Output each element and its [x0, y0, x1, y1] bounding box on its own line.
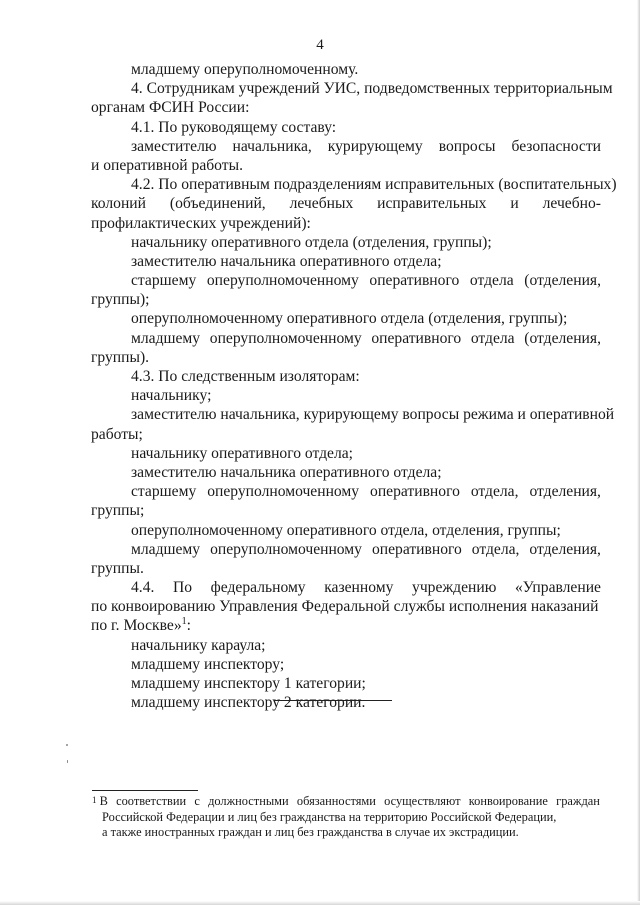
word: казенному — [324, 579, 394, 597]
word: оперативного — [369, 272, 460, 290]
word: По — [173, 579, 193, 597]
word: младшему — [131, 329, 201, 347]
line-text: по г. Москве» — [91, 617, 182, 635]
word: осуществляют — [384, 794, 461, 808]
paragraph-4: 4. Сотрудникам учреждений УИС, подведомственных территориальным — [131, 80, 613, 98]
word: (отделения, — [524, 272, 601, 290]
word: оперативного — [371, 329, 462, 347]
list-item: начальнику оперативного отдела; — [131, 444, 354, 462]
text-line — [91, 616, 601, 635]
separator-line — [274, 700, 392, 701]
list-item: начальнику; — [131, 387, 212, 405]
word: и — [510, 195, 519, 213]
justified-line — [91, 540, 601, 559]
word: В — [99, 794, 108, 808]
text-line: профилактических учреждений): — [91, 214, 311, 232]
text-line: группы. — [91, 559, 144, 577]
list-item: заместителю начальника оперативного отдела; — [131, 252, 442, 270]
word: курирующему — [327, 137, 423, 155]
word: соответствии — [116, 794, 187, 808]
justified-line — [91, 271, 601, 290]
footnote-first-word — [92, 794, 108, 810]
word: начальника, — [232, 137, 312, 155]
footnote-reference: 1 — [181, 616, 187, 628]
word: отдела, — [471, 540, 520, 558]
word: отдела, — [470, 483, 519, 501]
text-line: органам ФСИН России: — [91, 99, 250, 117]
footnote-mark: 1 — [92, 795, 97, 805]
word: федеральному — [210, 579, 306, 597]
word: «Управление — [514, 579, 601, 597]
heading-4-2: 4.2. По оперативным подразделениям исправительных (воспитательных) — [131, 176, 617, 194]
text-line: работы; — [91, 425, 143, 443]
scan-edge — [0, 901, 640, 905]
word: 4.4. — [131, 579, 155, 597]
word: старшему — [131, 483, 197, 501]
text-line: группы; — [91, 502, 145, 520]
word: исправительных — [377, 195, 487, 213]
footnote-line — [92, 794, 600, 810]
text-line: группы); — [91, 291, 150, 309]
word: вопросы — [438, 137, 496, 155]
text-line: младшему оперуполномоченному. — [131, 61, 359, 78]
list-item: заместителю начальника, курирующему вопросы режима и оперативной — [131, 406, 615, 424]
word: оперативного — [370, 483, 460, 501]
footnote-rule — [92, 790, 198, 791]
list-item: оперуполномоченному оперативного отдела (отделения, группы); — [131, 310, 568, 328]
word: отдела — [469, 272, 514, 290]
word: отделения, — [529, 483, 601, 501]
list-item: начальнику оперативного отдела (отделения, группы); — [131, 233, 492, 251]
list-item: младшему инспектору 2 категории. — [131, 694, 366, 712]
word: с — [194, 794, 200, 808]
word: колоний — [91, 195, 146, 213]
word: безопасности — [511, 137, 601, 155]
text-line: по конвоированию Управления Федеральной службы исполнения наказаний — [91, 598, 599, 616]
page-number: 4 — [316, 37, 324, 53]
list-item: начальнику караула; — [131, 636, 266, 654]
word: отдела — [470, 329, 515, 347]
scan-speck — [67, 760, 68, 763]
word: граждан — [556, 794, 600, 808]
list-item: оперуполномоченному оперативного отдела, отделения, группы; — [131, 521, 561, 539]
heading-4-3: 4.3. По следственным изоляторам: — [131, 368, 360, 385]
word: лечебно- — [542, 195, 601, 213]
list-item: заместителю начальника оперативного отдела; — [131, 463, 442, 481]
footnote-line: а также иностранных граждан и лиц без гражданства в случае их экстрадиции. — [102, 825, 519, 839]
word: отделения, — [529, 540, 601, 558]
text-line: и оперативной работы. — [91, 156, 243, 174]
word: обязанностями — [296, 794, 376, 808]
justified-line — [91, 329, 601, 348]
word: (объединений, — [169, 195, 266, 213]
justified-line — [91, 194, 601, 213]
word: оперуполномоченному — [210, 540, 362, 558]
word: оперуполномоченному — [209, 329, 362, 347]
colon: : — [186, 617, 191, 635]
word: (отделения, — [524, 329, 601, 347]
word: оперативного — [371, 540, 462, 558]
list-item: младшему инспектору 1 категории; — [131, 675, 366, 692]
word: заместителю — [131, 137, 217, 155]
word: оперуполномоченному — [207, 483, 360, 501]
word: конвоирование — [468, 794, 548, 808]
word: оперуполномоченному — [206, 272, 359, 290]
list-item: младшему инспектору; — [131, 655, 285, 673]
footnote — [92, 794, 600, 841]
word: должностными — [208, 794, 289, 808]
document-body — [91, 60, 617, 712]
footnote-line: Российской Федерации и лиц без гражданства на территорию Российской Федерации, — [102, 809, 557, 824]
heading-4-1: 4.1. По руководящему составу: — [131, 118, 337, 136]
text-line: группы). — [91, 348, 150, 366]
scan-speck — [66, 744, 68, 746]
justified-line — [91, 137, 601, 156]
word: старшему — [131, 272, 197, 290]
word: младшему — [131, 540, 201, 558]
justified-line — [91, 578, 601, 597]
word: учреждению — [412, 579, 497, 597]
word: лечебных — [289, 195, 354, 213]
justified-line — [91, 482, 601, 501]
